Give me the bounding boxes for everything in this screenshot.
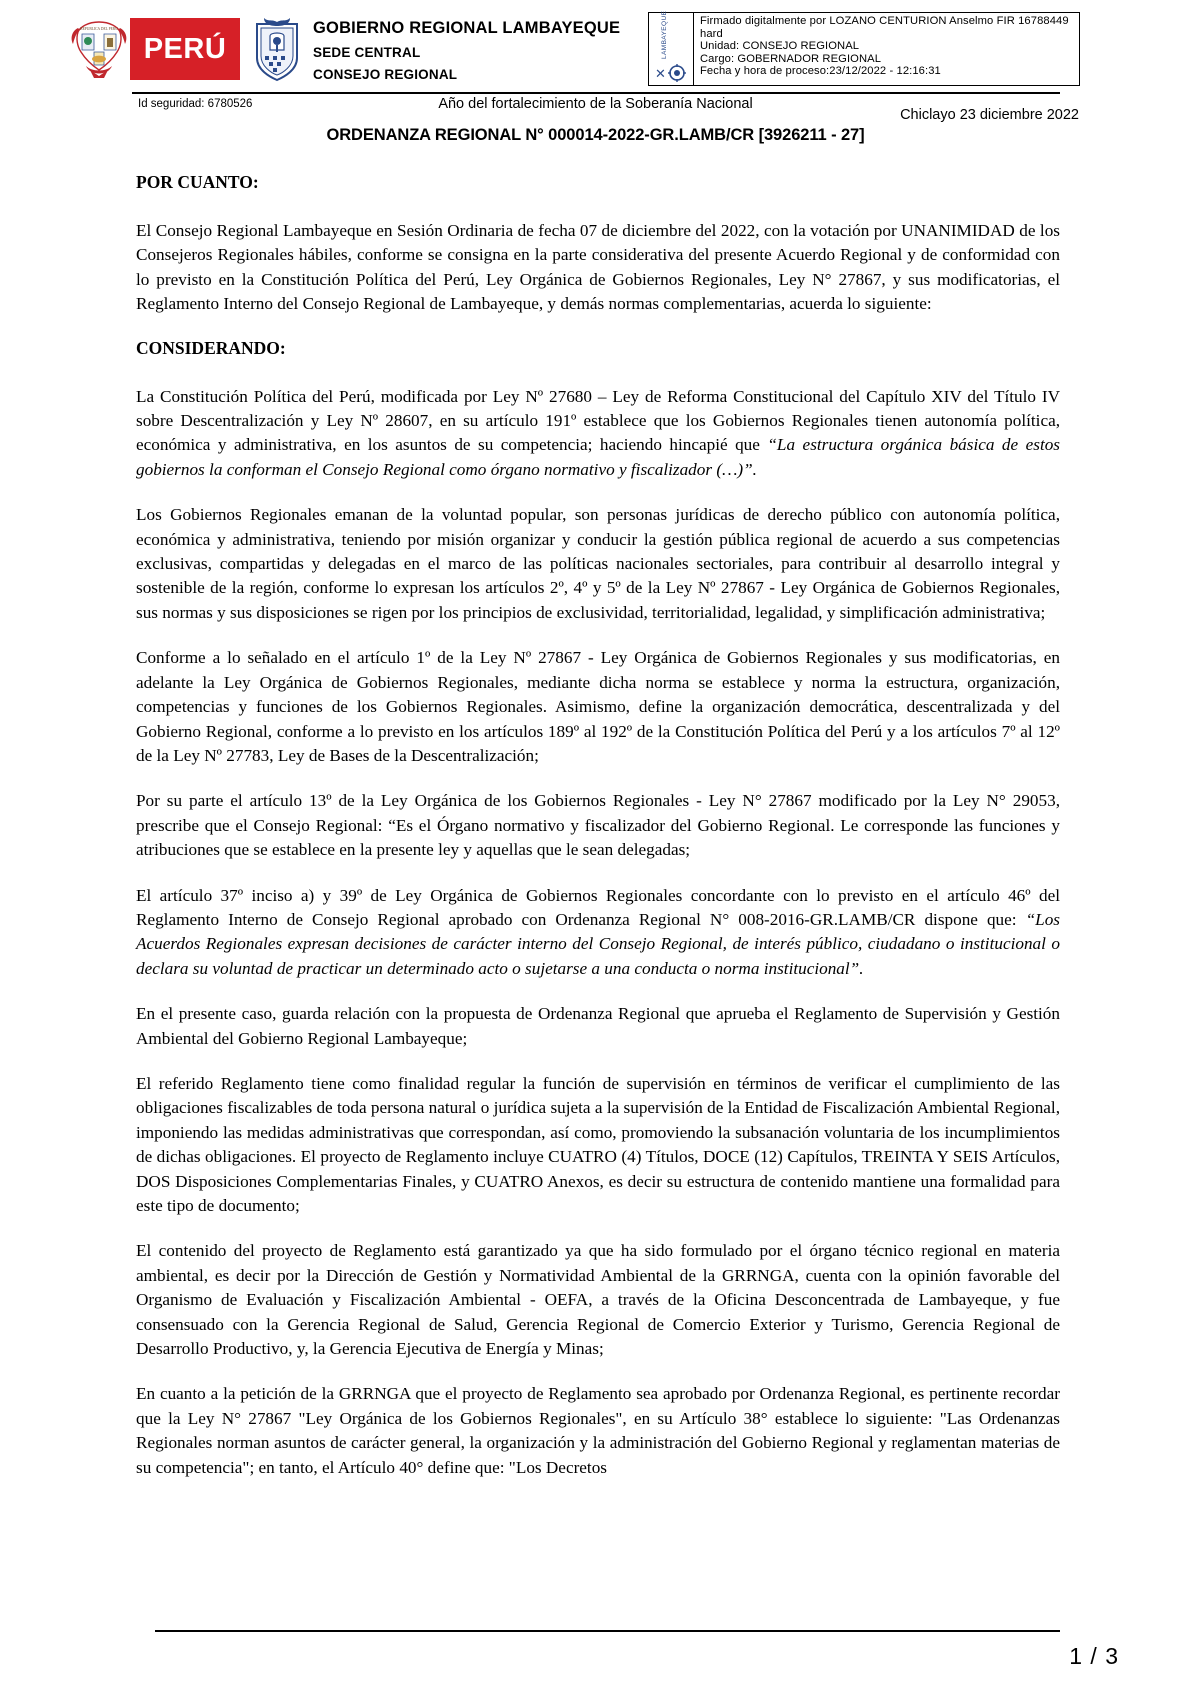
lambayeque-shield-icon	[250, 16, 304, 82]
svg-text:✕: ✕	[655, 66, 666, 81]
ordinance-title: ORDENANZA REGIONAL N° 000014-2022-GR.LAMB/CR [3926211 - 27]	[326, 126, 865, 144]
digital-signature-box	[648, 12, 1080, 86]
peru-coat-of-arms-icon	[70, 18, 128, 80]
signature-details	[694, 13, 1069, 85]
paragraph-6: En el presente caso, guarda relación con la propuesta de Ordenanza Regional que aprueba el Reglamento de Supervisión y Gestión Ambiental del Gobierno Regional Lambayeque;	[136, 1004, 1060, 1048]
signature-vertical-label: LAMBAYEQUE	[661, 10, 668, 59]
paragraph-intro: El Consejo Regional Lambayeque en Sesión Ordinaria de fecha 07 de diciembre del 2022, con la votación por UNANIMIDAD de los Consejeros Regionales hábiles, conforme se consigna en la parte considerativa del presente Acuerdo Regional y de conformidad con lo previsto en la Constitución Política del Perú, Ley Orgánica de Gobiernos Regionales, Ley N° 27867, y sus modificatorias, el Reglamento Interno del Consejo Regional de Lambayeque, y demás normas complementarias, acuerda lo siguiente:	[136, 221, 1060, 314]
security-id: Id seguridad: 6780526	[138, 98, 253, 110]
signature-line-hard: hard	[700, 27, 723, 40]
org-title-line2: SEDE CENTRAL	[313, 44, 421, 60]
svg-text:REPUBLICA DEL PERU: REPUBLICA DEL PERU	[80, 27, 118, 31]
peru-brand-label: PERÚ	[130, 18, 240, 80]
heading-por-cuanto: POR CUANTO:	[136, 172, 259, 192]
signature-emblem-column	[649, 10, 694, 85]
organization-titles	[313, 14, 620, 82]
paragraph-1	[136, 385, 1060, 483]
paragraph-9: En cuanto a la petición de la GRRNGA que el proyecto de Reglamento sea aprobado por Ordenanza Regional, es pertinente recordar que la Ley N° 27867 "Ley Orgánica de los Gobiernos Regionales", en su Artículo 38° establece lo siguiente: "Las Ordenanzas Regionales norman asuntos de carácter general, la organización y la administración del Gobierno Regional y reglamentan materias de su competencia"; en tanto, el Artículo 40° define que: "Los Decretos	[136, 1384, 1060, 1477]
document-body	[136, 172, 1060, 1480]
signature-line-datetime: Fecha y hora de proceso:23/12/2022 - 12:16:31	[700, 65, 941, 78]
header-divider	[132, 92, 1060, 94]
year-motto: Año del fortalecimiento de la Soberanía Nacional	[438, 96, 753, 112]
paragraph-1-text: La Constitución Política del Perú, modificada por Ley Nº 27680 – Ley de Reforma Constitucional del Capítulo XIV del Título IV sobre Descentralización y Ley Nº 28607, en su artículo 191º establece que los Gobiernos Regionales tienen autonomía política, económica y administrativa, en los asuntos de su competencia; haciendo hincapié que	[136, 386, 1060, 455]
place-date: Chiclayo 23 diciembre 2022	[900, 107, 1079, 123]
paragraph-5	[136, 884, 1060, 982]
paragraph-7: El referido Reglamento tiene como finalidad regular la función de supervisión en términos de verificar el cumplimiento de las obligaciones fiscalizables de toda persona natural o jurídica sujeta a la supervisión de la Entidad de Fiscalización Ambiental Regional, imponiendo las medidas administrativas que correspondan, así como, promoviendo la subsanación voluntaria de los incumplimientos de dichas obligaciones. El proyecto de Reglamento incluye CUATRO (4) Títulos, DOCE (12) Capítulos, TREINTA Y SEIS Artículos, DOS Disposiciones Complementarias Finales, y CUATRO Anexos, es decir su estructura de contenido mantiene una formalidad para este tipo de documento;	[136, 1073, 1060, 1215]
signature-line-unit: Unidad: CONSEJO REGIONAL	[700, 40, 860, 53]
footer-divider	[155, 1630, 1060, 1632]
org-title-line3: CONSEJO REGIONAL	[313, 67, 458, 82]
paragraph-1-quote: “La estructura orgánica básica de estos gobiernos la conforman el Consejo Regional como órgano normativo y fiscalizador (…)”.	[136, 435, 1060, 479]
page-number: 1 / 3	[1069, 1643, 1119, 1669]
org-title-line1: GOBIERNO REGIONAL LAMBAYEQUE	[313, 19, 621, 37]
signature-seal-icon	[653, 64, 691, 82]
paragraph-5-text: El artículo 37º inciso a) y 39º de Ley Orgánica de Gobiernos Regionales concordante con lo previsto en el artículo 46º del Reglamento Interno de Consejo Regional aprobado con Ordenanza Regional N° 008-2016-GR.LAMB/CR dispone que:	[136, 885, 1060, 929]
paragraph-5-quote: “Los Acuerdos Regionales expresan decisiones de carácter interno del Consejo Regional, de interés público, ciudadano o institucional o declara su voluntad de practicar un determinado acto o sujetarse a una conducta o norma institucional”.	[136, 909, 1060, 978]
signature-line-signer: Firmado digitalmente por LOZANO CENTURION Anselmo FIR 16788449	[700, 15, 1069, 27]
heading-considerando: CONSIDERANDO:	[136, 337, 286, 358]
paragraph-4: Por su parte el artículo 13º de la Ley Orgánica de los Gobiernos Regionales - Ley N° 27867 modificado por la Ley N° 29053, prescribe que el Consejo Regional: “Es el Órgano normativo y fiscalizador del Gobierno Regional. Le corresponde las funciones y atribuciones que se establece en la presente ley y aquellas que le sean delegadas;	[136, 791, 1060, 860]
signature-line-role: Cargo: GOBERNADOR REGIONAL	[700, 52, 882, 65]
paragraph-3: Conforme a lo señalado en el artículo 1º de la Ley Nº 27867 - Ley Orgánica de Gobiernos Regionales y sus modificatorias, en adelante la Ley Orgánica de Gobiernos Regionales, mediante dicha norma se establece y norma la estructura, organización, competencias y funciones de los Gobiernos Regionales. Asimismo, define la organización democrática, descentralizada y del Gobierno Regional, conforme a lo previsto en los artículos 189º al 192º de la Constitución Política del Perú y a los artículos 7º al 12º de la Ley Nº 27783, Ley de Bases de la Descentralización;	[136, 648, 1060, 765]
paragraph-2: Los Gobiernos Regionales emanan de la voluntad popular, son personas jurídicas de derecho público con autonomía política, económica y administrativa, teniendo por misión organizar y conducir la gestión pública regional de acuerdo a sus competencias exclusivas, compartidas y delegadas en el marco de las políticas nacionales sectoriales, para contribuir al desarrollo integral y sostenible de la región, conforme lo expresan los artículos 2º, 4º y 5º de la Ley Nº 27867 - Ley Orgánica de Gobiernos Regionales, sus normas y sus disposiciones se rigen por los principios de exclusividad, territorialidad, legalidad, y simplificación administrativa;	[136, 505, 1060, 622]
paragraph-8: El contenido del proyecto de Reglamento está garantizado ya que ha sido formulado por el órgano técnico regional en materia ambiental, es decir por la Dirección de Gestión y Normatividad Ambiental de la GRRNGA, cuenta con la opinión favorable del Organismo de Evaluación y Fiscalización Ambiental - OEFA, a través de la Oficina Desconcentrada de Lambayeque, y fue consensuado con la Gerencia Regional de Salud, Gerencia Regional de Comercio Exterior y Turismo, Gerencia Regional de Desarrollo Productivo, y, la Gerencia Ejecutiva de Energía y Minas;	[136, 1241, 1060, 1359]
